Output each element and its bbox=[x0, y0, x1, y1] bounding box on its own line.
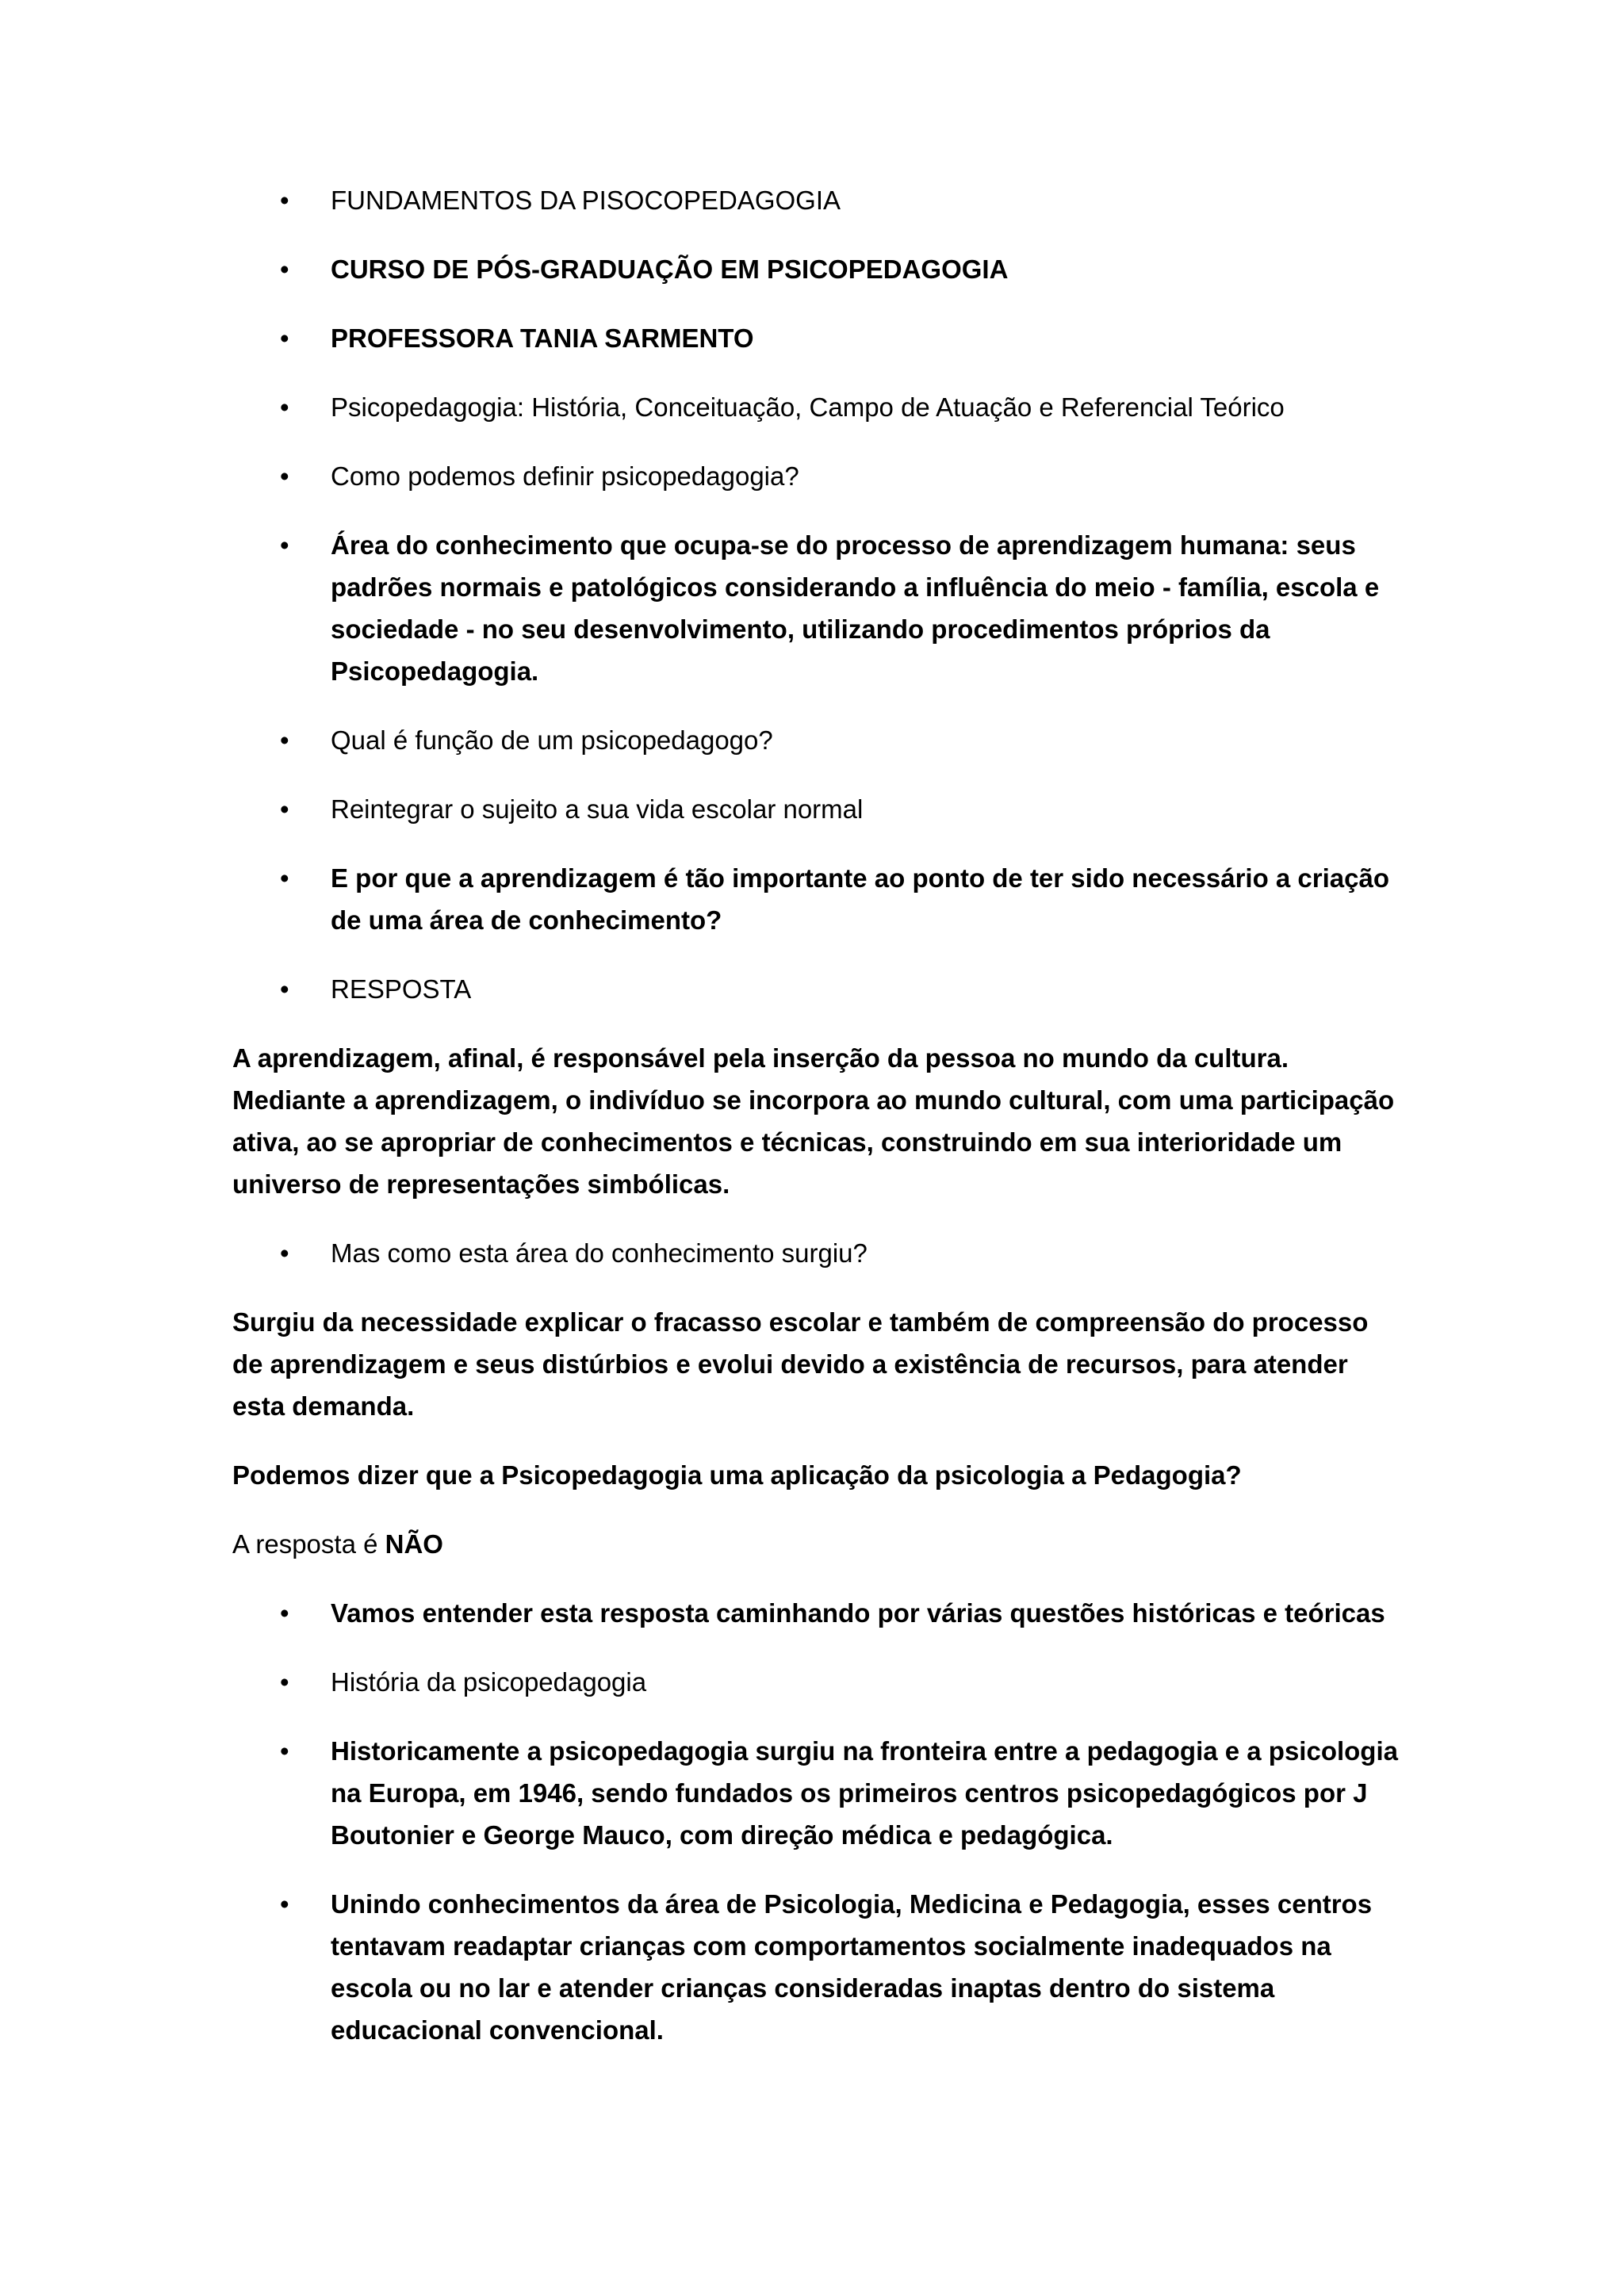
bullet-text: Mas como esta área do conhecimento surgiu? bbox=[331, 1238, 868, 1268]
bullet-icon: • bbox=[280, 1598, 289, 1628]
bullet-item bbox=[232, 1883, 1406, 2051]
bullet-item bbox=[232, 524, 1406, 692]
bullet-icon: • bbox=[280, 794, 289, 824]
bullet-icon: • bbox=[280, 725, 289, 755]
paragraph: Podemos dizer que a Psicopedagogia uma aplicação da psicologia a Pedagogia? bbox=[232, 1460, 1242, 1490]
bullet-text: Unindo conhecimentos da área de Psicologia, Medicina e Pedagogia, esses centros tentavam readaptar crianças com comportamentos socialmente inadequados na escola ou no lar e atender crianças consideradas inaptas dentro do sistema educacional convencional. bbox=[331, 1889, 1373, 2045]
answer-emphasis: NÃO bbox=[385, 1529, 443, 1559]
bullet-icon: • bbox=[280, 1238, 289, 1268]
bullet-icon: • bbox=[280, 461, 289, 491]
bullet-text: CURSO DE PÓS-GRADUAÇÃO EM PSICOPEDAGOGIA bbox=[331, 254, 1009, 284]
bullet-icon: • bbox=[280, 1889, 289, 1919]
bullet-item bbox=[232, 1232, 1406, 1274]
bullet-item bbox=[232, 788, 1406, 830]
bullet-text: Como podemos definir psicopedagogia? bbox=[331, 461, 799, 491]
bullet-item bbox=[232, 857, 1406, 941]
bullet-item bbox=[232, 317, 1406, 359]
bullet-text: História da psicopedagogia bbox=[331, 1667, 647, 1697]
bullet-text: Psicopedagogia: História, Conceituação, Campo de Atuação e Referencial Teórico bbox=[331, 392, 1285, 422]
bullet-text: E por que a aprendizagem é tão importante ao ponto de ter sido necessário a criação de uma área de conhecimento? bbox=[331, 863, 1390, 935]
bullet-item bbox=[232, 968, 1406, 1010]
bullet-text: RESPOSTA bbox=[331, 974, 472, 1004]
bullet-item bbox=[232, 455, 1406, 497]
bullet-icon: • bbox=[280, 863, 289, 893]
bullet-item bbox=[232, 1730, 1406, 1856]
answer-lead-text: A resposta é bbox=[232, 1529, 385, 1559]
paragraph: Surgiu da necessidade explicar o fracasso escolar e também de compreensão do processo de aprendizagem e seus distúrbios e evolui devido a existência de recursos, para atender esta demanda. bbox=[232, 1307, 1369, 1421]
paragraph-answer bbox=[232, 1523, 1406, 1565]
bullet-text: Área do conhecimento que ocupa-se do processo de aprendizagem humana: seus padrões normais e patológicos considerando a influência do meio - família, escola e sociedade - no seu desenvolvimento, utilizando procedimentos próprios da Psicopedagogia. bbox=[331, 530, 1380, 686]
bullet-item bbox=[232, 1592, 1406, 1634]
bullet-icon: • bbox=[280, 254, 289, 284]
bullet-text: FUNDAMENTOS DA PISOCOPEDAGOGIA bbox=[331, 186, 841, 215]
paragraph: A aprendizagem, afinal, é responsável pela inserção da pessoa no mundo da cultura. Mediante a aprendizagem, o indivíduo se incorpora ao mundo cultural, com uma participação ativa, ao se apropriar de conhecimentos e técnicas, construindo em sua interioridade um universo de representações simbólicas. bbox=[232, 1043, 1395, 1199]
bullet-item bbox=[232, 386, 1406, 428]
bullet-icon: • bbox=[280, 974, 289, 1004]
bullet-item bbox=[232, 179, 1406, 221]
bullet-text: Vamos entender esta resposta caminhando por várias questões históricas e teóricas bbox=[331, 1598, 1385, 1628]
bullet-icon: • bbox=[280, 323, 289, 353]
bullet-icon: • bbox=[280, 1667, 289, 1697]
bullet-item bbox=[232, 248, 1406, 290]
bullet-text: Historicamente a psicopedagogia surgiu na fronteira entre a pedagogia e a psicologia na Europa, em 1946, sendo fundados os primeiros centros psicopedagógicos por J Boutonier e George Mauco, com direção médica e pedagógica. bbox=[331, 1736, 1398, 1850]
bullet-icon: • bbox=[280, 392, 289, 422]
document-body bbox=[232, 179, 1406, 2078]
bullet-icon: • bbox=[280, 530, 289, 560]
bullet-text: PROFESSORA TANIA SARMENTO bbox=[331, 323, 754, 353]
bullet-item bbox=[232, 1661, 1406, 1703]
bullet-item bbox=[232, 719, 1406, 761]
bullet-text: Qual é função de um psicopedagogo? bbox=[331, 725, 773, 755]
bullet-text: Reintegrar o sujeito a sua vida escolar normal bbox=[331, 794, 864, 824]
bullet-icon: • bbox=[280, 186, 289, 215]
bullet-icon: • bbox=[280, 1736, 289, 1766]
